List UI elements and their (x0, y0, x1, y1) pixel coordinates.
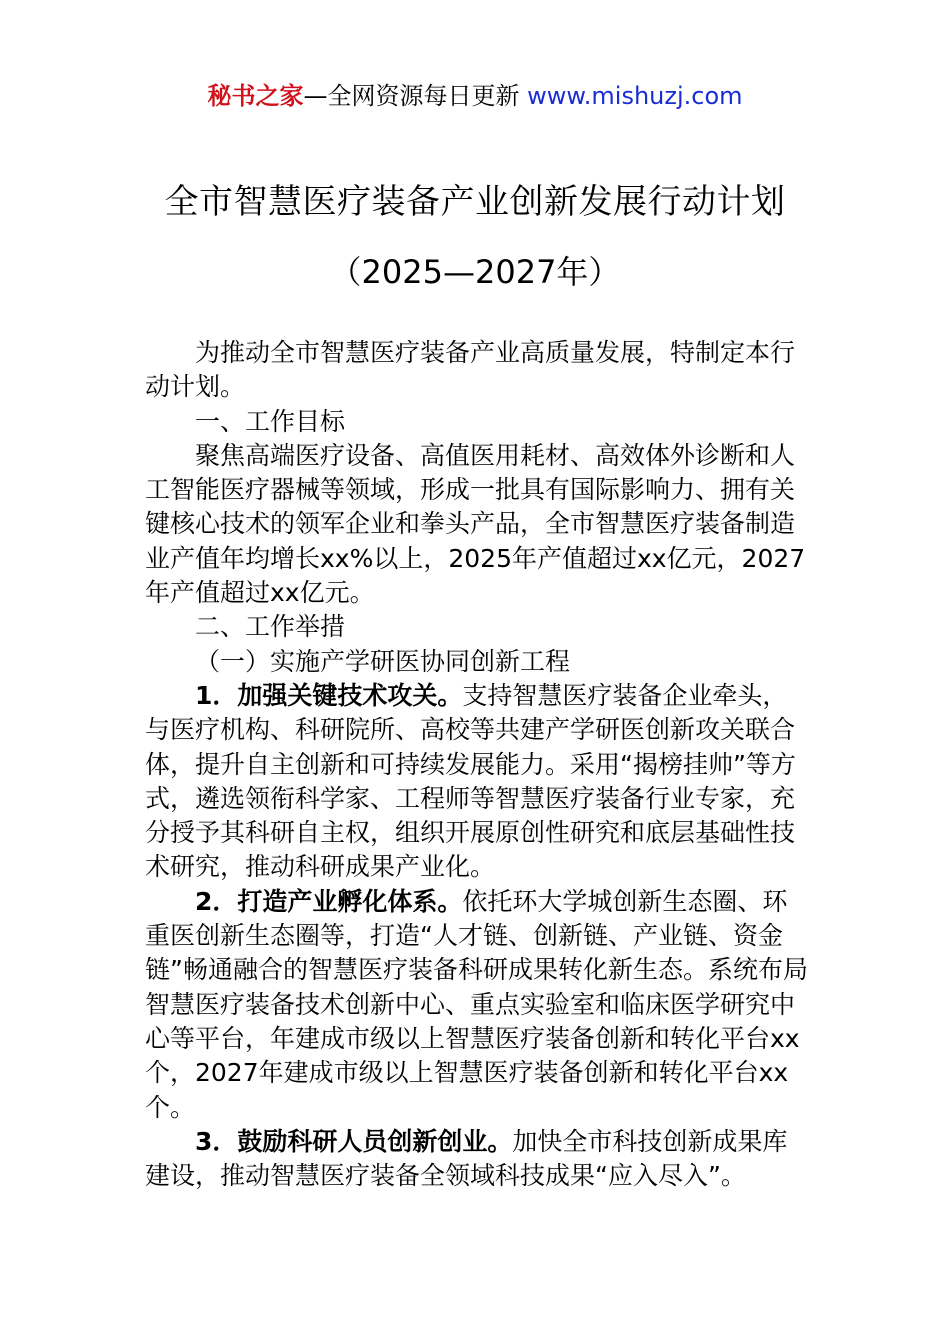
site-header (0, 80, 950, 112)
section-heading-measures: 二、工作举措 (195, 612, 346, 642)
section-heading-goals: 一、工作目标 (195, 406, 346, 436)
item-1-paragraph (145, 679, 810, 885)
item-2-paragraph (145, 885, 810, 1125)
item-3-text: 加快全市科技创新成果库建设，推动智慧医疗装备全领域科技成果“应入尽入”。 (145, 1126, 788, 1191)
brand-name: 秘书之家 (207, 82, 304, 110)
item-2-heading: 2．打造产业孵化体系。 (195, 886, 463, 916)
item-2-text: 依托环大学城创新生态圈、环重医创新生态圈等，打造“人才链、创新链、产业链、资金链”畅通融合的智慧医疗装备科研成果转化新生态。系统布局智慧医疗装备技术创新中心、重点实验室和临床医学研究中心等平台，年建成市级以上智慧医疗装备创新和转化平台xx个，2027年建成市级以上智慧医疗装备创新和转化平台xx个。 (145, 886, 808, 1122)
item-3-paragraph (145, 1125, 810, 1194)
tagline: —全网资源每日更新 (303, 82, 528, 110)
subsection-heading-1: （一）实施产学研医协同创新工程 (195, 646, 571, 676)
document-subtitle: （2025—2027年） (329, 253, 621, 291)
item-1-heading: 1．加强关键技术攻关。 (195, 680, 463, 710)
item-3-heading: 3．鼓励科研人员创新创业。 (195, 1126, 513, 1156)
item-1-text: 支持智慧医疗装备企业牵头，与医疗机构、科研院所、高校等共建产学研医创新攻关联合体，提升自主创新和可持续发展能力。采用“揭榜挂帅”等方式，遴选领衔科学家、工程师等智慧医疗装备行业专家，充分授予其科研自主权，组织开展原创性研究和底层基础性技术研究，推动科研成果产业化。 (145, 680, 796, 882)
document-title: 全市智慧医疗装备产业创新发展行动计划 (164, 182, 786, 222)
goal-paragraph: 聚焦高端医疗设备、高值医用耗材、高效体外诊断和人工智能医疗器械等领域，形成一批具有国际影响力、拥有关键核心技术的领军企业和拳头产品，全市智慧医疗装备制造业产值年均增长xx%以上，2025年产值超过xx亿元，2027年产值超过xx亿元。 (145, 440, 806, 608)
intro-paragraph: 为推动全市智慧医疗装备产业高质量发展，特制定本行动计划。 (145, 338, 796, 402)
document-body (145, 336, 810, 1193)
website-link[interactable]: www.mishuzj.com (527, 82, 743, 110)
